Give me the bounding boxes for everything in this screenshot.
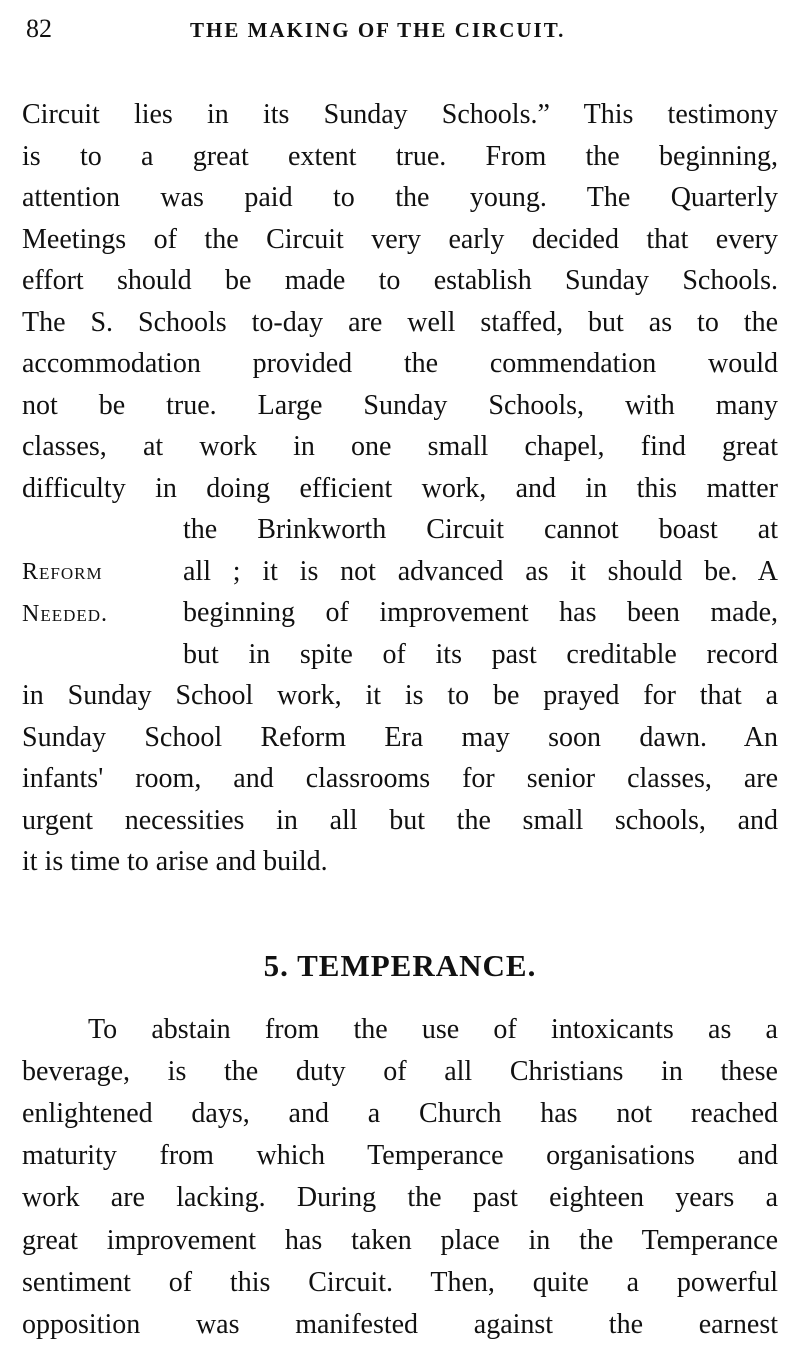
- text-line: Sunday School Reform Era may soon dawn. An: [22, 721, 778, 753]
- text-line: Circuit lies in its Sunday Schools.” This testimony: [22, 99, 778, 130]
- text-line: difficulty in doing efficient work, and in this matter: [22, 472, 778, 504]
- section-heading-temperance: 5. TEMPERANCE.: [263, 948, 537, 983]
- text-line: work are lacking. During the past eighteen years a: [22, 1182, 778, 1214]
- text-line: Meetings of the Circuit very early decided that every: [22, 223, 778, 255]
- text-line: accommodation provided the commendation would: [22, 348, 778, 379]
- text-line: opposition was manifested against the earnest: [22, 1308, 778, 1340]
- text-line: infants' room, and classrooms for senior classes, are: [22, 763, 778, 794]
- text-line: not be true. Large Sunday Schools, with many: [22, 389, 778, 421]
- text-line: all ; it is not advanced as it should be. A: [183, 555, 778, 587]
- text-line: great improvement has taken place in the Temperance: [22, 1224, 778, 1256]
- margin-note-reform: Reform: [22, 559, 103, 585]
- running-title: THE MAKING OF THE CIRCUIT.: [190, 18, 566, 42]
- page-number: 82: [26, 14, 52, 43]
- text-line: the Brinkworth Circuit cannot boast at: [183, 514, 778, 545]
- text-line: classes, at work in one small chapel, find great: [22, 431, 778, 462]
- text-line: it is time to arise and build.: [22, 846, 328, 877]
- text-line: maturity from which Temperance organisations and: [22, 1140, 778, 1172]
- text-line: beginning of improvement has been made,: [183, 597, 778, 628]
- text-line: attention was paid to the young. The Quarterly: [22, 182, 778, 213]
- text-line: enlightened days, and a Church has not reached: [22, 1098, 778, 1130]
- text-line: The S. Schools to-day are well staffed, but as to the: [22, 306, 778, 338]
- text-line: is to a great extent true. From the beginning,: [22, 140, 778, 172]
- margin-note-needed: Needed.: [22, 601, 109, 627]
- text-line: To abstain from the use of intoxicants as a: [88, 1014, 778, 1045]
- text-line: urgent necessities in all but the small schools, and: [22, 804, 778, 836]
- text-line: but in spite of its past creditable record: [183, 638, 778, 670]
- text-line: sentiment of this Circuit. Then, quite a powerful: [22, 1266, 778, 1298]
- text-line: beverage, is the duty of all Christians in these: [22, 1056, 778, 1088]
- text-line: effort should be made to establish Sunday Schools.: [22, 265, 778, 296]
- text-line: in Sunday School work, it is to be prayed for that a: [22, 680, 778, 711]
